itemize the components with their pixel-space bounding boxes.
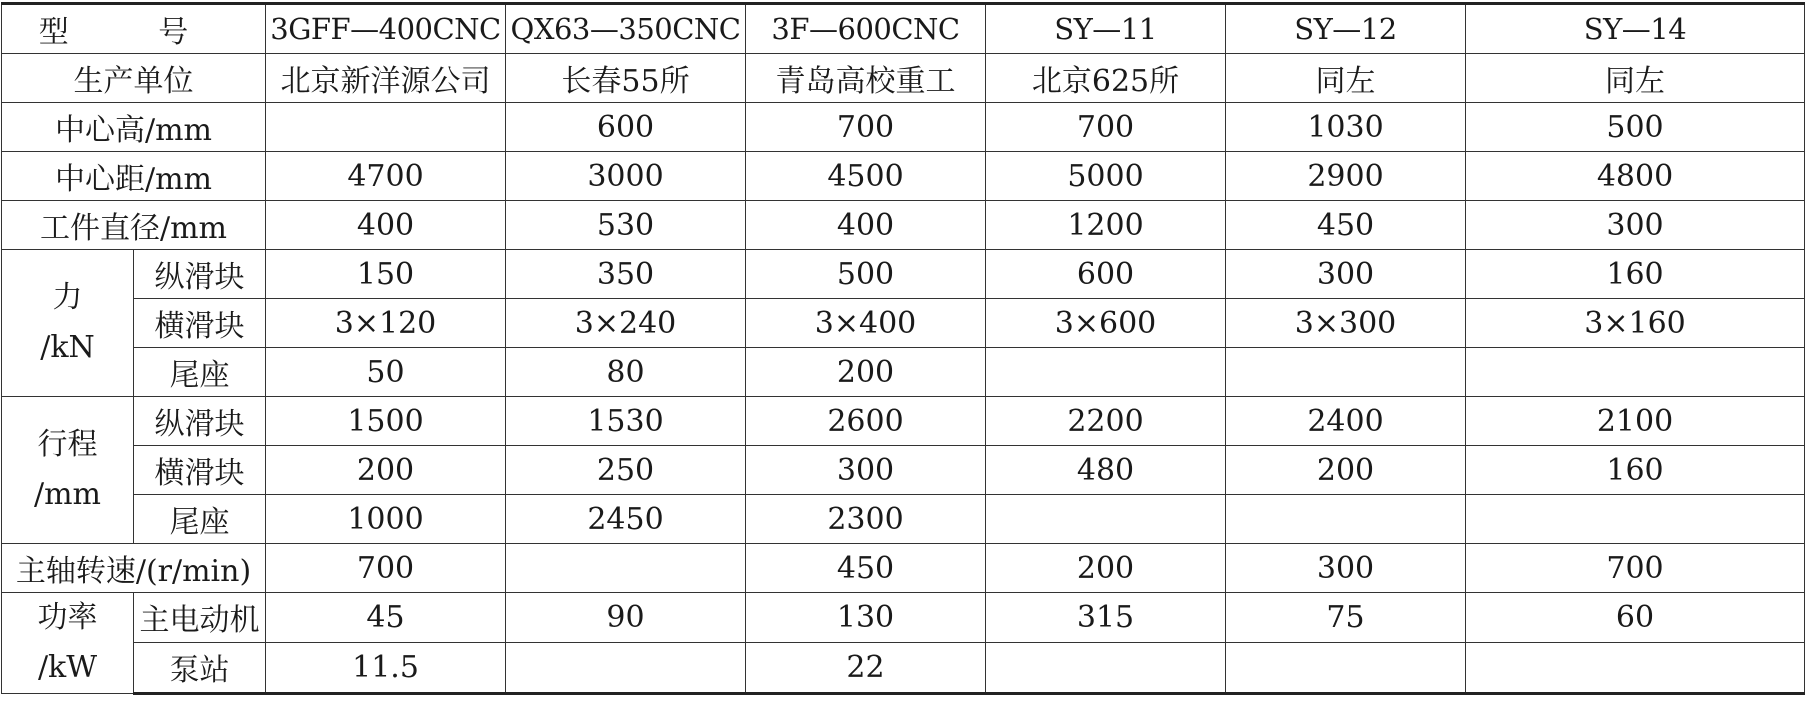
value-cell: 130 [746, 593, 986, 643]
stroke-row-longitudinal [2, 397, 1805, 446]
value-cell: 2600 [746, 397, 986, 446]
power-unit: /kW [37, 650, 98, 685]
workpiece-diameter-row [2, 201, 1805, 250]
model-cell: 3GFF—400CNC [266, 4, 506, 54]
value-cell: 3000 [506, 152, 746, 201]
value-cell: 600 [986, 250, 1226, 299]
sub-label: 纵滑块 [134, 397, 266, 446]
value-cell: 500 [1466, 103, 1805, 152]
spec-table [1, 2, 1805, 695]
value-cell: 1000 [266, 495, 506, 544]
stroke-unit: /mm [33, 477, 101, 512]
value-cell: 160 [1466, 446, 1805, 495]
force-row-transverse [2, 299, 1805, 348]
value-cell: 45 [266, 593, 506, 643]
value-cell: 1030 [1226, 103, 1466, 152]
value-cell: 160 [1466, 250, 1805, 299]
value-cell: 3×300 [1226, 299, 1466, 348]
sub-label: 横滑块 [134, 299, 266, 348]
value-cell: 11.5 [266, 642, 506, 693]
value-cell [1466, 348, 1805, 397]
value-cell: 2300 [746, 495, 986, 544]
spindle-speed-label: 主轴转速/(r/min) [2, 544, 266, 593]
value-cell: 150 [266, 250, 506, 299]
value-cell [506, 544, 746, 593]
stroke-row-tailstock [2, 495, 1805, 544]
value-cell: 600 [506, 103, 746, 152]
maker-row [2, 54, 1805, 103]
sub-label: 尾座 [134, 348, 266, 397]
value-cell: 50 [266, 348, 506, 397]
value-cell: 200 [266, 446, 506, 495]
value-cell: 700 [986, 103, 1226, 152]
value-cell: 75 [1226, 593, 1466, 643]
stroke-label: 行程 [37, 427, 98, 462]
value-cell: 300 [746, 446, 986, 495]
value-cell: 3×600 [986, 299, 1226, 348]
value-cell [506, 642, 746, 693]
power-group-label [2, 593, 134, 694]
value-cell: 200 [746, 348, 986, 397]
sub-label: 主电动机 [134, 593, 266, 643]
value-cell [1226, 348, 1466, 397]
value-cell: 60 [1466, 593, 1805, 643]
spindle-speed-row [2, 544, 1805, 593]
value-cell [1226, 642, 1466, 693]
value-cell: 700 [266, 544, 506, 593]
value-cell: 2200 [986, 397, 1226, 446]
value-cell [986, 495, 1226, 544]
sub-label: 泵站 [134, 642, 266, 693]
value-cell [266, 103, 506, 152]
sub-label: 尾座 [134, 495, 266, 544]
model-cell: SY—12 [1226, 4, 1466, 54]
value-cell [1226, 495, 1466, 544]
value-cell: 350 [506, 250, 746, 299]
power-row-pump [2, 642, 1805, 693]
value-cell: 3×400 [746, 299, 986, 348]
maker-cell: 同左 [1466, 54, 1805, 103]
value-cell: 2450 [506, 495, 746, 544]
force-row-tailstock [2, 348, 1805, 397]
model-cell: SY—11 [986, 4, 1226, 54]
value-cell: 3×120 [266, 299, 506, 348]
value-cell: 315 [986, 593, 1226, 643]
value-cell: 250 [506, 446, 746, 495]
workpiece-diameter-label: 工件直径/mm [2, 201, 266, 250]
force-unit: /kN [40, 330, 95, 365]
value-cell: 2100 [1466, 397, 1805, 446]
value-cell: 22 [746, 642, 986, 693]
center-distance-label: 中心距/mm [2, 152, 266, 201]
value-cell: 400 [266, 201, 506, 250]
maker-cell: 长春55所 [506, 54, 746, 103]
value-cell: 4800 [1466, 152, 1805, 201]
value-cell: 300 [1466, 201, 1805, 250]
stroke-row-transverse [2, 446, 1805, 495]
value-cell [986, 642, 1226, 693]
force-label: 力 [52, 280, 83, 315]
power-label: 功率 [37, 600, 98, 635]
value-cell: 500 [746, 250, 986, 299]
value-cell: 90 [506, 593, 746, 643]
value-cell: 200 [1226, 446, 1466, 495]
center-distance-row [2, 152, 1805, 201]
value-cell: 530 [506, 201, 746, 250]
model-cell: SY—14 [1466, 4, 1805, 54]
value-cell: 400 [746, 201, 986, 250]
value-cell: 2400 [1226, 397, 1466, 446]
value-cell: 4700 [266, 152, 506, 201]
power-row-main-motor [2, 593, 1805, 643]
value-cell: 3×160 [1466, 299, 1805, 348]
value-cell [986, 348, 1226, 397]
value-cell: 4500 [746, 152, 986, 201]
maker-cell: 青岛高校重工 [746, 54, 986, 103]
value-cell: 1200 [986, 201, 1226, 250]
value-cell: 700 [1466, 544, 1805, 593]
value-cell: 300 [1226, 250, 1466, 299]
value-cell: 450 [1226, 201, 1466, 250]
value-cell: 300 [1226, 544, 1466, 593]
value-cell [1466, 642, 1805, 693]
sub-label: 纵滑块 [134, 250, 266, 299]
value-cell: 1500 [266, 397, 506, 446]
center-height-row [2, 103, 1805, 152]
stroke-group-label [2, 397, 134, 544]
value-cell: 480 [986, 446, 1226, 495]
value-cell: 2900 [1226, 152, 1466, 201]
force-row-longitudinal [2, 250, 1805, 299]
value-cell: 450 [746, 544, 986, 593]
value-cell: 1530 [506, 397, 746, 446]
model-label: 型 号 [2, 4, 266, 54]
maker-cell: 同左 [1226, 54, 1466, 103]
model-cell: QX63—350CNC [506, 4, 746, 54]
value-cell: 80 [506, 348, 746, 397]
model-cell: 3F—600CNC [746, 4, 986, 54]
value-cell: 5000 [986, 152, 1226, 201]
maker-label: 生产单位 [2, 54, 266, 103]
maker-cell: 北京625所 [986, 54, 1226, 103]
center-height-label: 中心高/mm [2, 103, 266, 152]
sub-label: 横滑块 [134, 446, 266, 495]
force-group-label [2, 250, 134, 397]
model-row [2, 4, 1805, 54]
value-cell [1466, 495, 1805, 544]
value-cell: 200 [986, 544, 1226, 593]
value-cell: 700 [746, 103, 986, 152]
maker-cell: 北京新洋源公司 [266, 54, 506, 103]
value-cell: 3×240 [506, 299, 746, 348]
